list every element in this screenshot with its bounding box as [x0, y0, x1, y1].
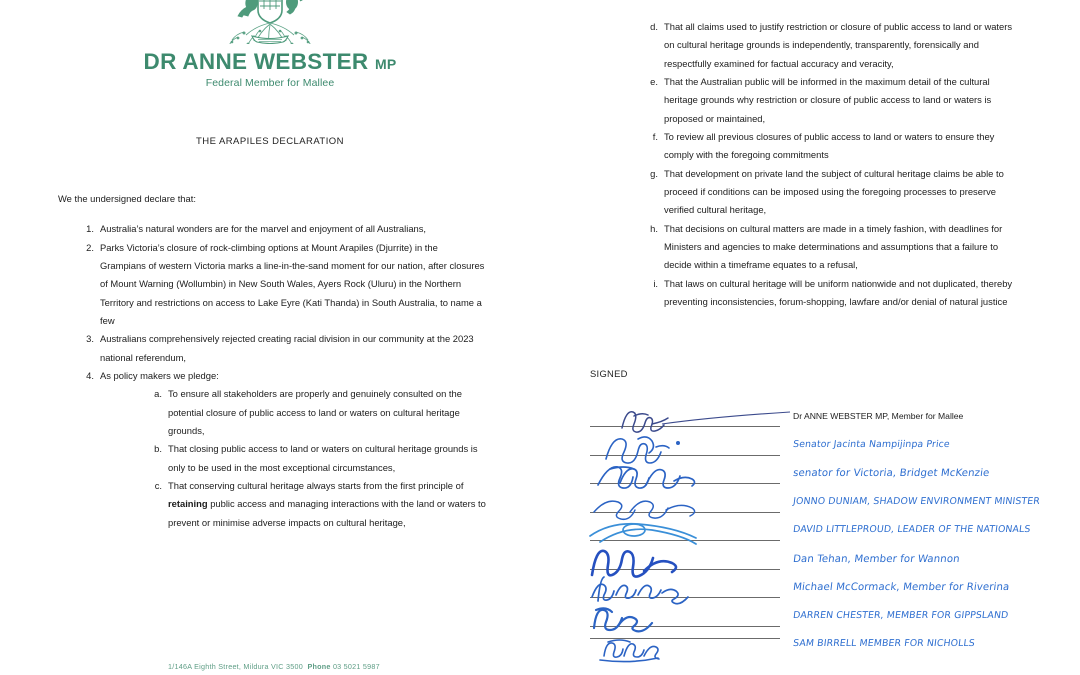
signature-row — [590, 575, 1060, 604]
list-item-text: That the Australian public will be informed in the maximum detail of the cultural heritage grounds why restriction or closure of public access to land or waters is proposed or maintained, — [664, 75, 992, 124]
signature-area — [590, 404, 1060, 654]
list-item-text: That all claims used to justify restriction or closure of public access to land or waters on cultural heritage grounds is independently, transparently, forensically and respectfully examined for factual accuracy and veracity, — [664, 21, 1013, 69]
signatory-name: DARREN CHESTER, MEMBER FOR GIPPSLAND — [792, 609, 1009, 621]
signature-line — [590, 455, 780, 456]
signature-row — [590, 518, 1060, 547]
signature-ink — [590, 461, 805, 491]
list-item — [628, 73, 1020, 128]
list-item-text: That laws on cultural heritage will be uniform nationwide and not duplicated, thereby preventing inconsistencies, forum-shopping, lawfare and/or denial of natural justice — [664, 277, 1013, 307]
list-item — [58, 367, 486, 532]
signature-ink — [590, 433, 805, 463]
australian-coat-of-arms-icon — [214, 0, 326, 44]
list-item-text: Parks Victoria’s closure of rock-climbing options at Mount Arapiles (Djurrite) in the Grampians of western Victoria marks a line-in-the-sand moment for our nation, after closures of Mount Warning (Wollumbin) in New South Wales, Ayers Rock (Uluru) in the Northern Territory and restrictions on access to Lake Eyre (Kati Thanda) in South Australia, to name a few — [100, 241, 485, 326]
list-item — [58, 239, 486, 331]
signature-line — [590, 426, 780, 427]
signature-ink — [590, 404, 805, 434]
list-item — [58, 330, 486, 367]
numbered-list — [58, 220, 486, 532]
footer-phone-label: Phone — [307, 662, 331, 671]
signatory-name: JONNO DUNIAM, SHADOW ENVIRONMENT MINISTER — [792, 495, 1041, 507]
signature-ink — [590, 547, 805, 577]
list-item-text: To review all previous closures of public access to land or waters to ensure they comply with the foregoing commitments — [664, 130, 995, 161]
list-marker: f. — [652, 130, 658, 142]
list-item-text: That decisions on cultural matters are made in a timely fashion, with deadlines for Ministers and agencies to make determinations and assumptions that a failure to decide within a timeframe equates to a refusal, — [664, 222, 1003, 271]
list-marker: 4. — [86, 369, 94, 381]
list-marker: c. — [154, 479, 162, 491]
signatory-name: Dr ANNE WEBSTER MP, Member for Mallee — [793, 411, 964, 421]
list-item — [128, 477, 486, 532]
right-column — [628, 18, 1020, 311]
signature-line — [590, 483, 780, 484]
list-item — [628, 128, 1020, 165]
signatory-name: senator for Victoria, Bridget McKenzie — [792, 468, 991, 479]
signature-ink — [590, 604, 805, 634]
list-item-text: Australia’s natural wonders are for the marvel and enjoyment of all Australians, — [100, 223, 427, 235]
list-marker: b. — [154, 443, 162, 455]
signature-line — [590, 597, 780, 598]
list-item — [128, 385, 486, 440]
list-item-text-before-bold: That conserving cultural heritage always starts from the first principle of — [168, 479, 464, 491]
signature-ink — [590, 575, 805, 605]
list-marker: 1. — [86, 223, 94, 235]
signatory-name: DAVID LITTLEPROUD, LEADER OF THE NATIONALS — [792, 524, 1032, 535]
list-item-text: That development on private land the subject of cultural heritage claims be able to proceed if conditions can be imposed using the foregoing processes to preserve verified cultural heritage, — [664, 167, 1004, 216]
list-marker: h. — [650, 222, 658, 234]
list-marker: i. — [653, 277, 658, 289]
signatory-name: Michael McCormack, Member for Riverina — [792, 582, 1010, 593]
org-name — [0, 50, 540, 74]
footer-address: 1/146A Eighth Street, Mildura VIC 3500 — [168, 662, 303, 671]
list-item — [128, 440, 486, 477]
signature-line — [590, 626, 780, 627]
org-subtitle: Federal Member for Mallee — [205, 76, 335, 89]
signature-ink — [590, 490, 805, 520]
list-marker: a. — [154, 388, 162, 400]
signature-line — [590, 540, 780, 541]
list-item — [628, 165, 1020, 220]
emphasis-word: retaining — [168, 498, 208, 510]
pledge-list-left — [128, 385, 486, 532]
letterhead — [0, 0, 540, 89]
list-item-text: To ensure all stakeholders are properly and genuinely consulted on the potential closure of public access to land or waters on cultural heritage grounds, — [168, 388, 462, 436]
signature-ink — [590, 518, 805, 548]
signature-line — [590, 569, 780, 570]
signature-row — [590, 604, 1060, 633]
signed-label: SIGNED — [590, 368, 628, 379]
list-item — [58, 220, 486, 238]
signature-row — [590, 547, 1060, 576]
list-marker: 2. — [86, 241, 94, 253]
list-marker: 3. — [86, 333, 94, 345]
signatory-name: Dan Tehan, Member for Wannon — [792, 553, 961, 565]
signature-line — [590, 638, 780, 639]
signature-row — [590, 433, 1060, 462]
footer-phone: 03 5021 5987 — [332, 662, 380, 671]
list-marker: g. — [650, 167, 658, 179]
signatory-name: SAM BIRRELL MEMBER FOR NICHOLLS — [792, 638, 976, 649]
signature-row — [590, 632, 1060, 661]
document-title: THE ARAPILES DECLARATION — [196, 136, 344, 147]
list-item-text: That closing public access to land or waters on cultural heritage grounds is only to be used in the most exceptional circumstances, — [168, 443, 478, 473]
signature-row — [590, 404, 1060, 433]
signature-line — [590, 512, 780, 513]
signature-row — [590, 461, 1060, 490]
footer — [168, 662, 380, 671]
list-marker: e. — [650, 75, 658, 87]
signature-row — [590, 490, 1060, 519]
signatory-name: Senator Jacinta Nampijinpa Price — [792, 438, 951, 450]
lead-paragraph: We the undersigned declare that: — [58, 193, 196, 204]
list-item — [628, 220, 1020, 275]
left-column — [58, 190, 486, 532]
pledge-sublist-wrapper — [128, 385, 486, 532]
pledge-list-right — [628, 18, 1020, 311]
org-name-text: DR ANNE WEBSTER — [143, 49, 369, 74]
list-item — [628, 18, 1020, 73]
list-item — [628, 275, 1020, 312]
signature-ink — [590, 632, 805, 662]
list-marker: d. — [650, 21, 658, 32]
org-name-suffix: MP — [375, 56, 397, 72]
list-item-text: As policy makers we pledge: — [100, 369, 219, 381]
list-item-text: Australians comprehensively rejected creating racial division in our community at the 2023 national referendum, — [100, 333, 474, 363]
list-item-text-after-bold: public access and managing interactions with the land or waters to prevent or minimise adverse impacts on cultural heritage, — [168, 498, 486, 528]
